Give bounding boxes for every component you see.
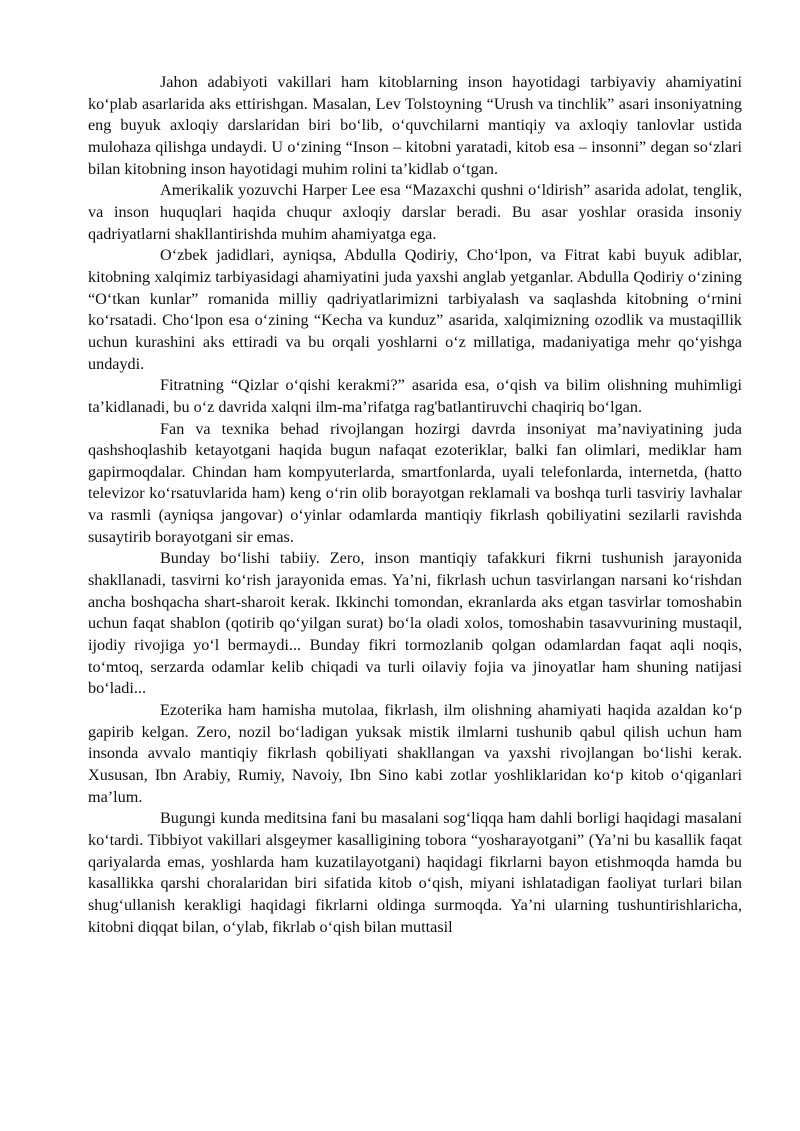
paragraph-fan-texnika: Fan va texnika behad rivojlangan hozirgi davrda insoniyat ma’naviyatining juda qashshoqlashib ketayotgani haqida bugun nafaqat ezoteriklar, balki fan olimlari, mediklar ham gapirmoqdalar. Chindan ham kompyuterlarda, smartfonlarda, uyali telefonlarda, internetda, (hatto televizor ko‘rsatuvlarida ham) keng o‘rin olib borayotgan reklamali va boshqa turli tasviriy lavhalar va rasmli (ayniqsa jangovar) o‘yinlar odamlarda mantiqiy fikrlash qobiliyatini sezilarli ravishda susaytirib borayotgani sir emas. xyxy=(88,419,742,546)
paragraph-harper-lee: Amerikalik yozuvchi Harper Lee esa “Mazaxchi qushni o‘ldirish” asarida adolat, tenglik, va inson huquqlari haqida chuqur axloqiy darslar beradi. Bu asar yoshlar orasida insoniy qadriyatlarni shakllantirishda muhim ahamiyatga ega. xyxy=(88,181,742,243)
paragraph-ezoterika: Ezoterika ham hamisha mutolaa, fikrlash, ilm olishning ahamiyati haqida azaldan ko‘p gapirib kelgan. Zero, nozil bo‘ladigan yuksak mistik ilmlarni tushunib qabul qilish uchun ham insonda avvalo mantiqiy fikrlash qobiliyati shakllangan va yaxshi rivojlangan bo‘lishi kerak. Xususan, Ibn Arabiy, Rumiy, Navoiy, Ibn Sino kabi zotlar yoshliklaridan ko‘p kitob o‘qiganlari ma’lum. xyxy=(88,701,742,806)
paragraph-jadidlar: O‘zbek jadidlari, ayniqsa, Abdulla Qodiriy, Cho‘lpon, va Fitrat kabi buyuk adiblar, kitobning xalqimiz tarbiyasidagi ahamiyatini juda yaxshi anglab yetganlar. Abdulla Qodiriy o‘zining “O‘tkan kunlar” romanida milliy qadriyatlarimizni tarbiyalash va saqlashda kitobning o‘rnini ko‘rsatadi. Cho‘lpon esa o‘zining “Kecha va kunduz” asarida, xalqimizning ozodlik va mustaqillik uchun kurashini aks ettiradi va bu orqali yoshlarni o‘z millatiga, madaniyatiga mehr qo‘yishga undaydi. xyxy=(88,246,742,373)
paragraph-meditsina: Bugungi kunda meditsina fani bu masalani sog‘liqqa ham dahli borligi haqidagi masalani ko‘tardi. Tibbiyot vakillari alsgeymer kasalligining tobora “yosharayotgani” (Ya’ni bu kasallik faqat qariyalarda emas, yoshlarda ham kuzatilayotgani) haqidagi fikrlarni bayon etishmoqda hamda bu kasallikka qarshi choralaridan biri sifatida kitob o‘qish, miyani ishlatadigan faoliyat turlari bilan shug‘ullanish kerakligi haqidagi fikrlarni oldinga surmoqda. Ya’ni ularning tushuntirishlaricha, kitobni diqqat bilan, o‘ylab, fikrlab o‘qish bilan muttasil xyxy=(88,809,742,936)
paragraph-mantiqiy-tafakkur: Bunday bo‘lishi tabiiy. Zero, inson mantiqiy tafakkuri fikrni tushunish jarayonida shakllanadi, tasvirni ko‘rish jarayonida emas. Ya’ni, fikrlash uchun tasvirlangan narsani ko‘rishdan ancha boshqacha shart-sharoit kerak. Ikkinchi tomondan, ekranlarda aks etgan tasvirlar tomoshabin uchun faqat shablon (qotirib qo‘yilgan surat) bo‘la oladi xolos, tomoshabin tasavvurining mustaqil, ijodiy rivojiga yo‘l bermaydi... Bunday fikri tormozlanib qolgan odamlardan faqat aqli noqis, to‘mtoq, serzarda odamlar kelib chiqadi va turli oilaviy fojia va jinoyatlar ham shuning natijasi bo‘ladi... xyxy=(88,549,742,698)
paragraph-tolstoy: Jahon adabiyoti vakillari ham kitoblarning inson hayotidagi tarbiyaviy ahamiyatini ko‘plab asarlarida aks ettirishgan. Masalan, Lev Tolstoyning “Urush va tinchlik” asari insoniyatning eng buyuk axloqiy darslaridan biri bo‘lib, o‘quvchilarni mantiqiy va axloqiy tanlovlar ustida mulohaza qilishga undaydi. U o‘zining “Inson – kitobni yaratadi, kitob esa – insonni” degan so‘zlari bilan kitobning inson hayotidagi muhim rolini ta’kidlab o‘tgan. xyxy=(88,73,742,178)
paragraph-fitrat: Fitratning “Qizlar o‘qishi kerakmi?” asarida esa, o‘qish va bilim olishning muhimligi ta’kidlanadi, bu o‘z davrida xalqni ilm-ma’rifatga rag'batlantiruvchi chaqiriq bo‘lgan. xyxy=(88,376,742,416)
document-page xyxy=(88,72,742,938)
